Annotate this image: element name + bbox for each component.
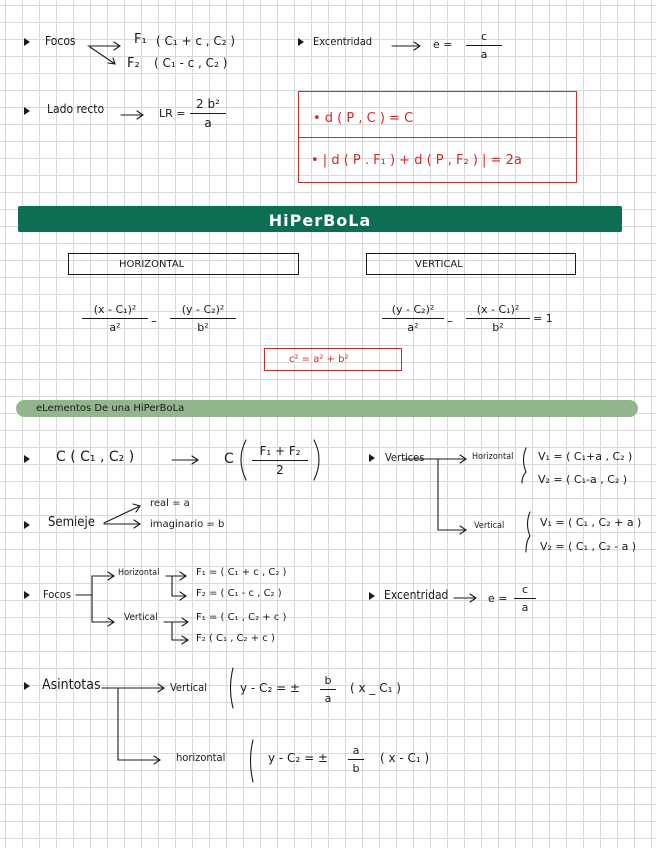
fraction-denominator: a: [204, 116, 212, 130]
fraction-denominator: a²: [109, 321, 121, 334]
lado-recto-fraction: [190, 98, 226, 129]
asintota-v-fraction: [320, 675, 336, 704]
focus-f1-value: ( C₁ + c , C₂ ): [156, 34, 236, 48]
asintota-h-rhs: ( x - C₁ ): [380, 751, 430, 765]
eq-h-fraction-2: [170, 304, 236, 333]
focos-vertical-label: Vertical: [124, 612, 158, 623]
fraction-denominator: 2: [276, 463, 284, 477]
vertical-label: VERTICAL: [415, 259, 463, 270]
lado-recto-lr: LR =: [159, 107, 186, 120]
fraction-denominator: a: [324, 692, 332, 705]
vertices-horizontal-label: Horizontal: [472, 452, 514, 462]
focus-h2: F₂ = ( C₁ - c , C₂ ): [196, 588, 282, 599]
fraction-numerator: b: [324, 674, 332, 687]
focos-horizontal-label: Horizontal: [118, 568, 160, 578]
excentricidad-fraction: [466, 31, 502, 60]
eq-v-equals: = 1: [533, 312, 553, 325]
fraction-denominator: a: [521, 601, 529, 614]
fraction-bar: [190, 113, 226, 114]
focus-f2-symbol: F₂: [127, 56, 140, 71]
focus-v2: F₂ ( C₁ , C₂ + c ): [196, 633, 275, 644]
eq-v-minus: –: [447, 314, 453, 328]
semieje-real: real = a: [150, 498, 190, 509]
fraction-bar: [82, 318, 148, 319]
vertex-v1: V₁ = ( C₁ , C₂ + a ): [540, 516, 642, 529]
fraction-numerator: c: [521, 583, 529, 596]
centro-fraction: [252, 445, 308, 476]
horizontal-box: [68, 253, 299, 275]
eq-h-fraction-1: [82, 304, 148, 333]
bullet-icon: [24, 455, 30, 463]
elementos-title: eLementos De una HiPerBoLa: [36, 403, 185, 414]
semieje-imaginario: imaginario = b: [150, 519, 225, 530]
bullet-icon: [369, 454, 375, 462]
bullet-icon: [24, 107, 30, 115]
bullet-icon: [24, 591, 30, 599]
fraction-bar: [382, 318, 444, 319]
focos-label: Focos: [45, 34, 76, 48]
vertex-h1: V₁ = ( C₁+a , C₂ ): [538, 450, 633, 463]
fraction-numerator: (x - C₁)²: [476, 303, 520, 316]
asintotas-horizontal-label: horizontal: [176, 751, 226, 764]
bullet-icon: [24, 682, 30, 690]
fraction-bar: [466, 45, 502, 46]
relation-text: c² = a² + b²: [289, 354, 349, 365]
vertex-v2: V₂ = ( C₁ , C₂ - a ): [540, 540, 637, 553]
fraction-numerator: (y - C₂)²: [391, 303, 435, 316]
asintotas-label: Asintotas: [42, 677, 101, 693]
bullet-icon: [369, 592, 375, 600]
asintota-h-fraction: [348, 745, 364, 774]
fraction-bar: [466, 318, 530, 319]
focus-h1: F₁ = ( C₁ + c , C₂ ): [196, 567, 287, 578]
horizontal-label: HORIZONTAL: [119, 259, 185, 270]
fraction-denominator: a²: [407, 321, 419, 334]
excentricidad-label: Excentridad: [313, 35, 373, 48]
fraction-bar: [514, 598, 536, 599]
fraction-numerator: 2 b²: [196, 97, 220, 111]
focus-f2-value: ( C₁ - c , C₂ ): [154, 56, 228, 70]
hiperbola-banner: [18, 206, 622, 232]
excentricidad-elementos-e: e =: [488, 592, 508, 605]
focus-v1: F₁ = ( C₁ , C₂ + c ): [196, 612, 287, 623]
fraction-bar: [170, 318, 236, 319]
elementos-band: [16, 400, 638, 417]
asintota-v-lhs: y - C₂ = ±: [240, 681, 300, 695]
fraction-denominator: a: [480, 48, 488, 61]
fraction-denominator: b²: [492, 321, 504, 334]
asintota-h-lhs: y - C₂ = ±: [268, 751, 328, 765]
bullet-icon: [24, 521, 30, 529]
centro-lhs: C ( C₁ , C₂ ): [56, 449, 135, 465]
lado-recto-label: Lado recto: [47, 102, 105, 116]
fraction-numerator: F₁ + F₂: [259, 444, 301, 458]
asintota-v-rhs: ( x _ C₁ ): [350, 681, 401, 695]
bullet-icon: [298, 38, 304, 46]
fraction-bar: [348, 759, 364, 760]
hiperbola-title: HiPerBoLa: [268, 211, 372, 230]
vertex-h2: V₂ = ( C₁-a , C₂ ): [538, 473, 628, 486]
eq-h-minus: –: [151, 314, 157, 328]
fraction-numerator: a: [352, 744, 360, 757]
fraction-denominator: b: [352, 762, 360, 775]
vertical-box: [366, 253, 576, 275]
eq-v-fraction-1: [382, 304, 444, 333]
fraction-numerator: c: [480, 30, 488, 43]
vertices-label: Vertices: [385, 451, 425, 464]
fraction-denominator: b²: [197, 321, 209, 334]
box-divider: [299, 137, 576, 138]
definition-1: • d ( P , C ) = C: [313, 111, 414, 126]
eq-v-fraction-2: [466, 304, 530, 333]
excentricidad-e: e =: [433, 38, 453, 51]
focus-f1-symbol: F₁: [134, 32, 147, 47]
fraction-bar: [252, 460, 308, 461]
vertices-vertical-label: Vertical: [474, 521, 505, 531]
excentricidad-elementos-label: Excentridad: [384, 588, 449, 602]
asintotas-vertical-label: Vertical: [170, 681, 207, 694]
excentricidad-elementos-fraction: [514, 584, 536, 613]
bullet-icon: [24, 38, 30, 46]
fraction-numerator: (y - C₂)²: [181, 303, 225, 316]
definition-2: • | d ( P . F₁ ) + d ( P , F₂ ) | = 2a: [311, 153, 522, 168]
definition-box: [298, 91, 577, 183]
fraction-numerator: (x - C₁)²: [93, 303, 137, 316]
fraction-bar: [320, 689, 336, 690]
semieje-label: Semieje: [48, 515, 95, 530]
relation-box: [264, 348, 402, 371]
focos-elementos-label: Focos: [43, 588, 72, 601]
centro-rhs-c: C: [224, 451, 234, 467]
